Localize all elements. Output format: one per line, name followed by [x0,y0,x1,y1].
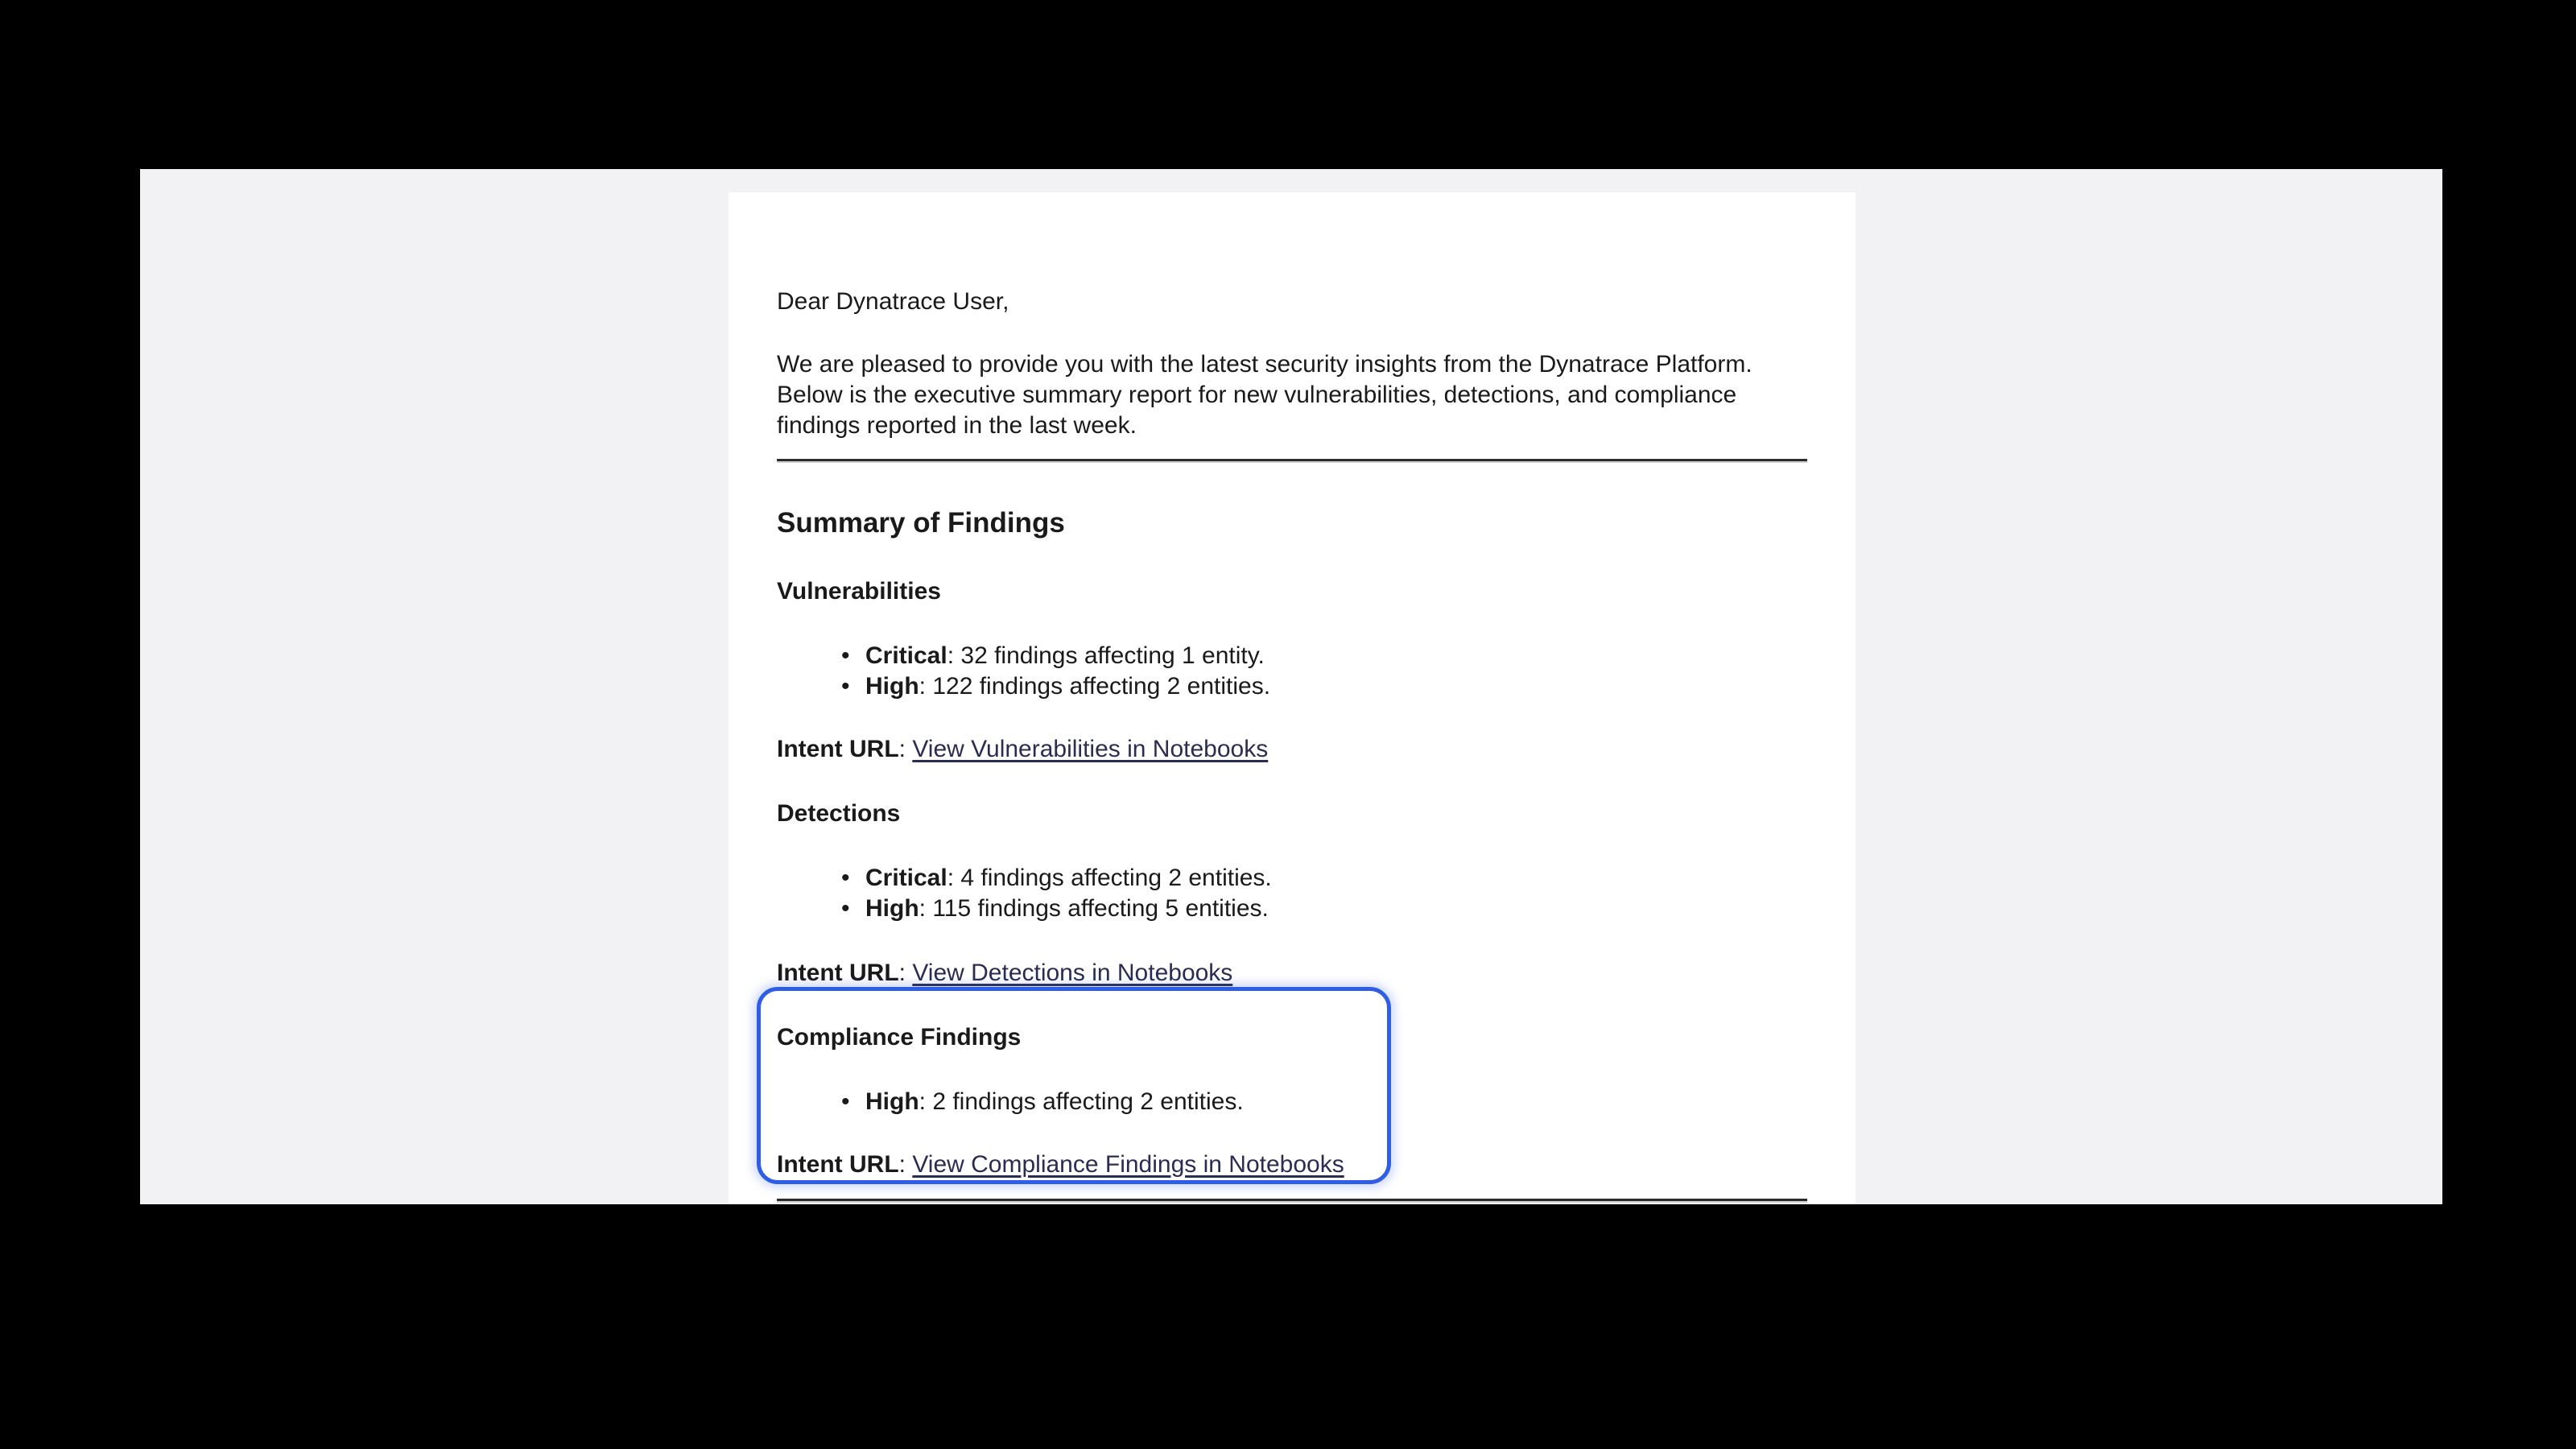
section-title-compliance: Compliance Findings [777,1024,1022,1051]
severity-label: High [865,1088,919,1115]
severity-label: High [865,895,919,922]
view-compliance-findings-link[interactable]: View Compliance Findings in Notebooks [912,1151,1344,1178]
list-item: • High: 122 findings affecting 2 entities. [865,671,1270,702]
email-body-card [729,192,1856,1204]
severity-label: Critical [865,865,947,891]
summary-title: Summary of Findings [777,507,1065,539]
list-item: • Critical: 4 findings affecting 2 entities. [865,863,1272,894]
list-item: • High: 115 findings affecting 5 entities. [865,894,1269,924]
intent-url-row: Intent URL: View Vulnerabilities in Notebooks [777,736,1269,762]
severity-label: Critical [865,642,947,669]
section-title-vulnerabilities: Vulnerabilities [777,578,941,605]
intro-line-3: findings reported in the last week. [777,412,1137,439]
greeting: Dear Dynatrace User, [777,288,1009,315]
list-item: • Critical: 32 findings affecting 1 entity. [865,641,1265,671]
intro-line-1: We are pleased to provide you with the latest security insights from the Dynatrace Platform. [777,351,1752,378]
intent-url-row: Intent URL: View Compliance Findings in Notebooks [777,1151,1344,1178]
divider [777,1199,1807,1203]
divider [777,459,1807,463]
view-vulnerabilities-link[interactable]: View Vulnerabilities in Notebooks [912,736,1269,762]
intro-line-2: Below is the executive summary report for new vulnerabilities, detections, and compliance [777,382,1737,408]
intent-url-row: Intent URL: View Detections in Notebooks [777,960,1233,986]
email-viewport [140,169,2442,1204]
list-item: • High: 2 findings affecting 2 entities. [865,1087,1244,1117]
view-detections-link[interactable]: View Detections in Notebooks [912,960,1233,986]
section-title-detections: Detections [777,800,901,827]
severity-label: High [865,673,919,700]
